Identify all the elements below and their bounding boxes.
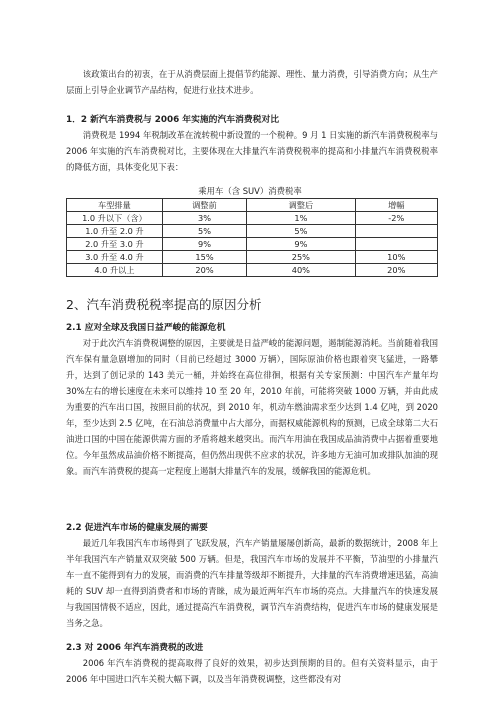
table-cell: 20% [162, 264, 246, 277]
table-row [67, 264, 438, 277]
section-2-2-paragraph: 最近几年我国汽车市场得到了飞跃发展，汽车产销量屡屡创新高，最新的数据统计，2008 年上半年我国汽车产销量双双突破 500 万辆。但是，我国汽车市场的发展并不平衡，节油型的小排量汽车一直不能得到有力的发展，而消费的汽车排量等级却不断提升，大排量的汽车消费增速迅猛，高油耗的 SUV 却一直得到消费者和市场的青睐，成为最近两年汽车市场的亮点。大排量汽车的快速发展与我国国情极不适应，因此，通过提高汽车消费税，调节汽车消费结构，促进汽车市场的健康发展是当务之急。 [66, 538, 438, 628]
table-cell: -2% [355, 212, 437, 225]
table-header-cell: 车型排量 [67, 199, 163, 212]
table-cell: 2.0 升至 3.0 升 [67, 238, 163, 251]
table-cell: 3% [162, 212, 246, 225]
table-cell: 1% [247, 212, 355, 225]
section-2-2-heading: 2.2 促进汽车市场的健康发展的需要 [66, 523, 208, 533]
table-header-cell: 增幅 [355, 199, 437, 212]
section-2-1-heading: 2.1 应对全球及我国日益严峻的能源危机 [66, 323, 226, 333]
table-cell: 5% [247, 225, 355, 238]
table-cell: 25% [247, 251, 355, 264]
table-cell: 3.0 升至 4.0 升 [67, 251, 163, 264]
table-cell: 40% [247, 264, 355, 277]
table-cell: 5% [162, 225, 246, 238]
table-header-cell: 调整前 [162, 199, 246, 212]
table-row [67, 212, 438, 225]
section-1-2-paragraph: 消费税是 1994 年税制改革在流转税中新设置的一个税种。9 月 1 日实施的新汽车消费税税率与 2006 年实施的汽车消费税对比，主要体现在大排量汽车消费税税率的提高和小排量汽车消费税税率的降低方面，具体变化见下表： [66, 130, 438, 172]
section-2-3-paragraph: 2006 年汽车消费税的提高取得了良好的效果，初步达到预期的目的。但有关资料显示，由于 2006 年中国进口汽车关税大幅下调，以及当年消费税调整，这些都没有对 [66, 658, 438, 684]
table-cell: 4.0 升以上 [67, 264, 163, 277]
table-cell [355, 225, 437, 238]
section-1-2-heading: 1．2 新汽车消费税与 2006 年实施的汽车消费税对比 [66, 115, 280, 125]
table-cell: 15% [162, 251, 246, 264]
section-2-1-paragraph: 对于此次汽车消费税调整的原因，主要就是日益严峻的能源问题，遏制能源消耗。当前随着我国汽车保有量急剧增加的同时（目前已经超过 3000 万辆），国际原油价格也跟着突飞猛进，一路攀升，达到了创记录的 143 美元一桶，并始终在高位徘徊，根据有关专家预测：中国汽车产量年均 30%左右的增长速度在未来可以维持 10 至 20 年，2010 年前，可能将突破 1000 万辆，并由此成为重要的汽车出口国，按照目前的状况，到 2010 年，机动车燃油需求至少达到 1.4 亿吨，到 2020 年，至少达到 2.5 亿吨，在石油总消费量中占大部分，而据权威能源机构的预测，已成全球第二大石油进口国的中国在能源供需方面的矛盾将越来越突出。而汽车用油在我国成品油消费中占据着重要地位。今年虽然成品油价格不断提高，但仍然出现供不应求的状况，许多地方无油可加或排队加油的现象。而汽车消费税的提高一定程度上遏制大排量汽车的发展，缓解我国的能源危机。 [66, 338, 438, 476]
section-2-3-heading: 2.3 对 2006 年汽车消费税的改进 [66, 643, 204, 653]
table-cell: 20% [355, 264, 437, 277]
table-cell: 9% [247, 238, 355, 251]
table-cell: 10% [355, 251, 437, 264]
intro-paragraph: 该政策出台的初衷，在于从消费层面上提倡节约能源、理性、量力消费，引导消费方向；从生产层面上引导企业调节产品结构，促进行业技术进步。 [66, 69, 438, 95]
table-header-cell: 调整后 [247, 199, 355, 212]
table-header-row [67, 199, 438, 212]
table-cell [355, 238, 437, 251]
table-row [67, 251, 438, 264]
table-row [67, 238, 438, 251]
table-cell: 9% [162, 238, 246, 251]
tax-rate-table [66, 198, 438, 277]
table-caption: 乘用车（含 SUV）消费税率 [198, 186, 302, 196]
table-cell: 1.0 升至 2.0 升 [67, 225, 163, 238]
section-2-title: 2、汽车消费税税率提高的原因分析 [66, 297, 262, 312]
table-cell: 1.0 升以下（含） [67, 212, 163, 225]
table-row [67, 225, 438, 238]
